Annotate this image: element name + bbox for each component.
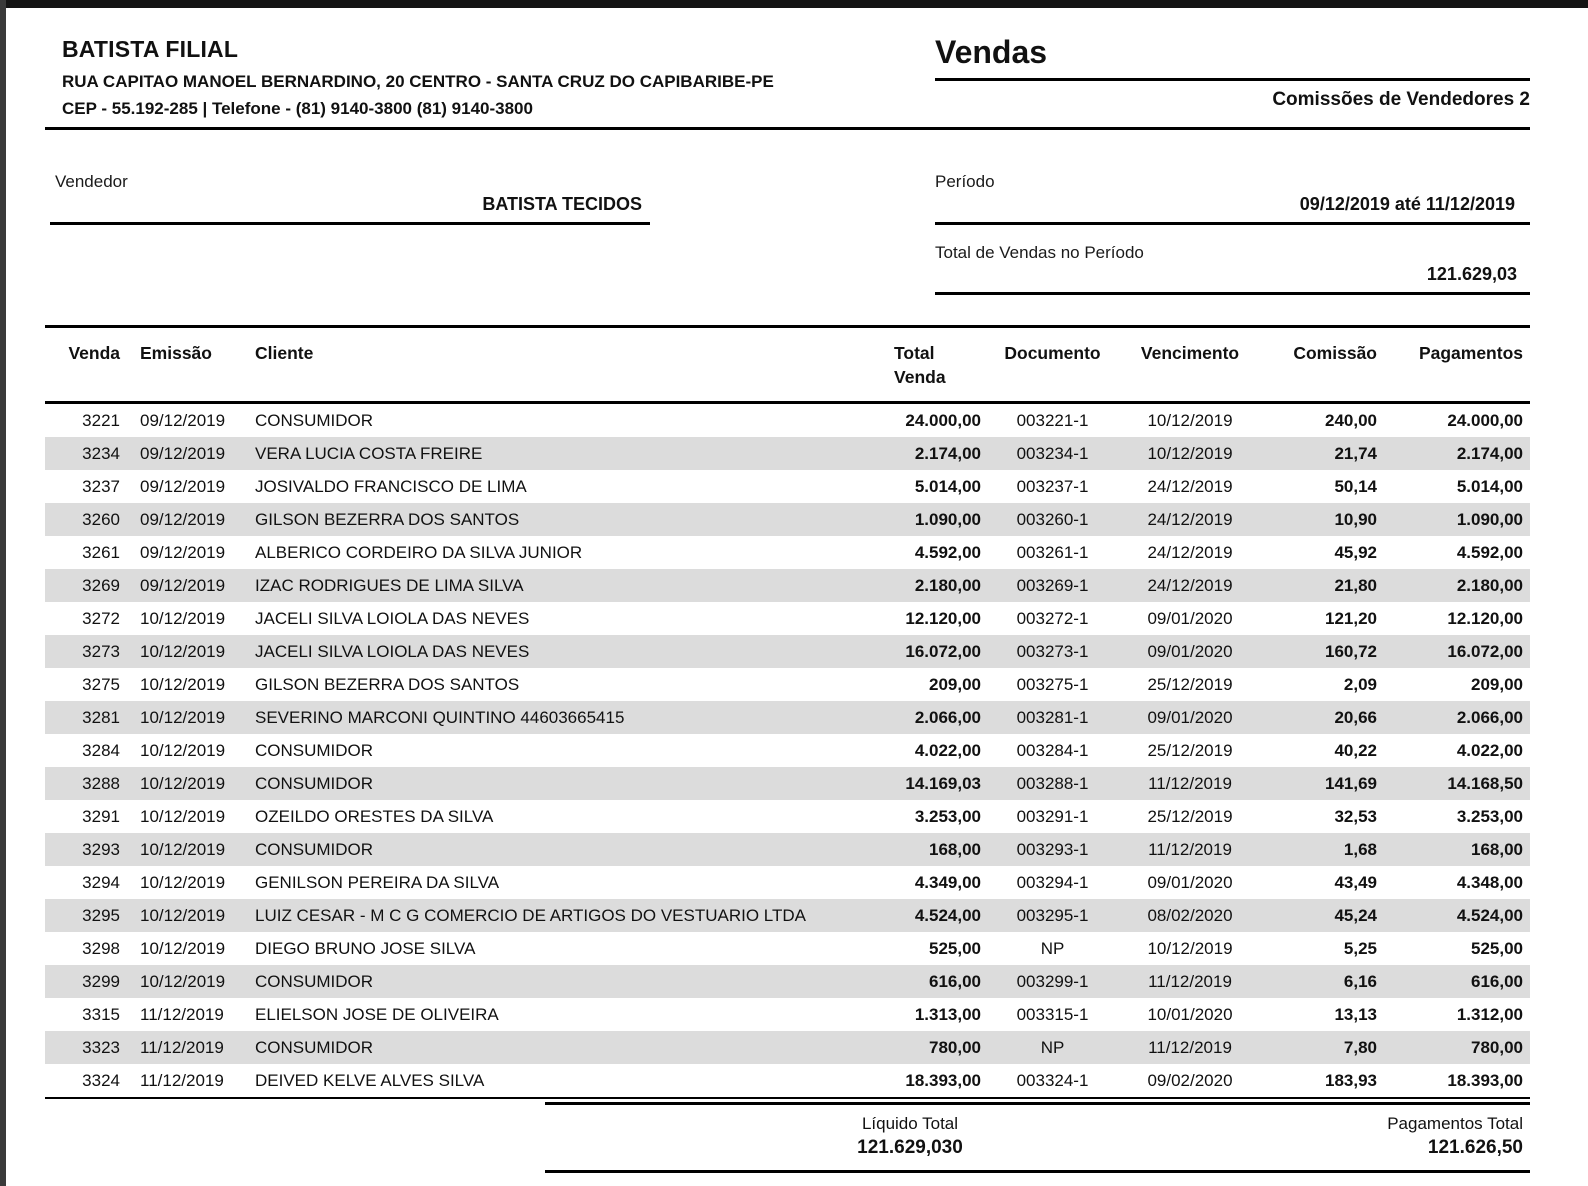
vendedor-label: Vendedor xyxy=(55,172,128,191)
company-address: RUA CAPITAO MANOEL BERNARDINO, 20 CENTRO - SANTA CRUZ DO CAPIBARIBE-PE xyxy=(62,72,774,91)
cell-emissao: 09/12/2019 xyxy=(140,575,226,595)
cell-cliente: GENILSON PEREIRA DA SILVA xyxy=(255,872,500,892)
cell-documento: 003284-1 xyxy=(1016,740,1089,760)
cell-total-venda: 4.022,00 xyxy=(914,740,981,760)
cell-cliente: LUIZ CESAR - M C G COMERCIO DE ARTIGOS DO VESTUARIO LTDA xyxy=(255,905,806,925)
cell-pagamentos: 3.253,00 xyxy=(1456,806,1523,826)
cell-pagamentos: 18.393,00 xyxy=(1380,1064,1530,1098)
cell-cliente: DIEGO BRUNO JOSE SILVA xyxy=(255,938,476,958)
cell-venda: 3288 xyxy=(82,773,120,793)
cell-vencimento: 09/01/2020 xyxy=(1147,608,1233,628)
cell-emissao: 09/12/2019 xyxy=(140,542,226,562)
cell-comissao: 32,53 xyxy=(1334,806,1377,826)
cell-pagamentos: 16.072,00 xyxy=(1447,641,1523,661)
total-vendas-label: Total de Vendas no Período xyxy=(935,243,1144,262)
cell-cliente: CONSUMIDOR xyxy=(255,773,374,793)
cell-vencimento: 11/12/2019 xyxy=(1148,1037,1232,1057)
cell-comissao: 40,22 xyxy=(1334,740,1377,760)
col-header-comissao: Comissão xyxy=(1260,327,1380,403)
table-row xyxy=(45,767,1530,800)
cell-documento: 003273-1 xyxy=(1016,641,1089,661)
cell-vencimento: 24/12/2019 xyxy=(1147,575,1233,595)
cell-cliente: JACELI SILVA LOIOLA DAS NEVES xyxy=(255,608,530,628)
cell-total-venda: 16.072,00 xyxy=(905,641,981,661)
col-header-documento: Documento xyxy=(985,327,1120,403)
cell-documento: 003291-1 xyxy=(1016,806,1089,826)
cell-cliente: ELIELSON JOSE DE OLIVEIRA xyxy=(255,1004,499,1024)
cell-cliente: IZAC RODRIGUES DE LIMA SILVA xyxy=(255,575,524,595)
cell-total-venda: 14.169,03 xyxy=(905,773,981,793)
cell-total-venda: 616,00 xyxy=(929,971,981,991)
cell-venda: 3323 xyxy=(82,1037,120,1057)
col-header-venda: Venda xyxy=(45,327,130,403)
cell-documento: 003275-1 xyxy=(1016,674,1089,694)
cell-documento: 003237-1 xyxy=(1016,476,1089,496)
cell-pagamentos: 24.000,00 xyxy=(1447,410,1523,430)
window-left-border xyxy=(0,0,6,1186)
cell-vencimento: 09/02/2020 xyxy=(1120,1064,1260,1098)
cell-vencimento: 25/12/2019 xyxy=(1147,674,1233,694)
cell-documento: 003221-1 xyxy=(1016,410,1089,430)
table-row xyxy=(45,932,1530,965)
cell-emissao: 10/12/2019 xyxy=(140,806,226,826)
cell-documento: 003261-1 xyxy=(1016,542,1089,562)
table-row xyxy=(45,503,1530,536)
cell-total-venda: 3.253,00 xyxy=(914,806,981,826)
cell-vencimento: 11/12/2019 xyxy=(1148,773,1232,793)
company-contact: CEP - 55.192-285 | Telefone - (81) 9140-3800 (81) 9140-3800 xyxy=(62,99,533,118)
cell-emissao: 10/12/2019 xyxy=(140,740,226,760)
cell-cliente: SEVERINO MARCONI QUINTINO 44603665415 xyxy=(255,707,625,727)
table-row xyxy=(45,403,1530,438)
sales-table xyxy=(45,325,1530,1099)
table-row xyxy=(45,536,1530,569)
cell-emissao: 09/12/2019 xyxy=(140,476,226,496)
cell-comissao: 1,68 xyxy=(1343,839,1377,859)
cell-emissao: 10/12/2019 xyxy=(140,608,226,628)
cell-total-venda: 4.524,00 xyxy=(914,905,981,925)
cell-total-venda: 24.000,00 xyxy=(905,410,981,430)
cell-comissao: 45,92 xyxy=(1334,542,1377,562)
total-vendas-value: 121.629,03 xyxy=(1426,264,1517,284)
cell-documento: 003269-1 xyxy=(1016,575,1089,595)
total-vendas-field xyxy=(935,264,1530,295)
cell-documento: 003324-1 xyxy=(985,1064,1120,1098)
table-row xyxy=(45,833,1530,866)
cell-pagamentos: 616,00 xyxy=(1471,971,1523,991)
cell-vencimento: 24/12/2019 xyxy=(1147,542,1233,562)
cell-vencimento: 25/12/2019 xyxy=(1147,806,1233,826)
cell-comissao: 2,09 xyxy=(1343,674,1377,694)
cell-venda: 3237 xyxy=(82,476,120,496)
cell-emissao: 11/12/2019 xyxy=(130,1064,245,1098)
cell-total-venda: 5.014,00 xyxy=(914,476,981,496)
cell-documento: 003234-1 xyxy=(1016,443,1089,463)
pagamentos-total-block xyxy=(1275,1112,1530,1161)
cell-total-venda: 1.313,00 xyxy=(914,1004,981,1024)
footer-totals xyxy=(545,1102,1530,1173)
col-header-total-line2: Venda xyxy=(894,367,946,387)
cell-pagamentos: 525,00 xyxy=(1471,938,1523,958)
cell-comissao: 10,90 xyxy=(1334,509,1377,529)
cell-pagamentos: 4.524,00 xyxy=(1456,905,1523,925)
cell-vencimento: 24/12/2019 xyxy=(1147,476,1233,496)
cell-total-venda: 2.066,00 xyxy=(914,707,981,727)
cell-total-venda: 4.592,00 xyxy=(914,542,981,562)
cell-vencimento: 09/01/2020 xyxy=(1147,707,1233,727)
cell-venda: 3294 xyxy=(82,872,120,892)
table-header-row xyxy=(45,327,1530,403)
cell-cliente: CONSUMIDOR xyxy=(255,1037,374,1057)
cell-cliente: VERA LUCIA COSTA FREIRE xyxy=(255,443,483,463)
col-header-total-line1: Total xyxy=(894,343,935,363)
vendedor-field xyxy=(50,194,650,225)
cell-cliente: JOSIVALDO FRANCISCO DE LIMA xyxy=(255,476,527,496)
cell-cliente: ALBERICO CORDEIRO DA SILVA JUNIOR xyxy=(255,542,583,562)
cell-venda: 3298 xyxy=(82,938,120,958)
cell-comissao: 141,69 xyxy=(1325,773,1377,793)
cell-documento: 003272-1 xyxy=(1016,608,1089,628)
company-header xyxy=(62,36,932,122)
periodo-label: Período xyxy=(935,172,995,191)
report-title: Vendas xyxy=(935,34,1530,81)
table-row xyxy=(45,965,1530,998)
cell-total-venda: 18.393,00 xyxy=(880,1064,985,1098)
cell-vencimento: 08/02/2020 xyxy=(1147,905,1233,925)
cell-emissao: 10/12/2019 xyxy=(140,872,226,892)
table-row xyxy=(45,635,1530,668)
cell-emissao: 09/12/2019 xyxy=(140,443,226,463)
cell-emissao: 10/12/2019 xyxy=(140,674,226,694)
cell-total-venda: 12.120,00 xyxy=(905,608,981,628)
cell-vencimento: 25/12/2019 xyxy=(1147,740,1233,760)
cell-documento: 003299-1 xyxy=(1016,971,1089,991)
cell-cliente: GILSON BEZERRA DOS SANTOS xyxy=(255,674,520,694)
pagamentos-total-label: Pagamentos Total xyxy=(1387,1114,1523,1133)
liquido-total-value: 121.629,030 xyxy=(857,1137,963,1158)
sales-table-body xyxy=(45,403,1530,1099)
cell-documento: 003295-1 xyxy=(1016,905,1089,925)
table-row xyxy=(45,602,1530,635)
cell-comissao: 45,24 xyxy=(1334,905,1377,925)
cell-venda: 3269 xyxy=(82,575,120,595)
cell-venda: 3291 xyxy=(82,806,120,826)
cell-venda: 3295 xyxy=(82,905,120,925)
cell-cliente: GILSON BEZERRA DOS SANTOS xyxy=(255,509,520,529)
report-title-block xyxy=(935,34,1530,111)
col-header-vencimento: Vencimento xyxy=(1120,327,1260,403)
cell-venda: 3221 xyxy=(82,410,120,430)
vendedor-value: BATISTA TECIDOS xyxy=(482,194,642,214)
cell-vencimento: 10/01/2020 xyxy=(1147,1004,1233,1024)
cell-emissao: 10/12/2019 xyxy=(140,971,226,991)
cell-emissao: 10/12/2019 xyxy=(140,641,226,661)
cell-pagamentos: 12.120,00 xyxy=(1447,608,1523,628)
cell-comissao: 50,14 xyxy=(1334,476,1377,496)
table-row xyxy=(45,470,1530,503)
cell-pagamentos: 209,00 xyxy=(1471,674,1523,694)
cell-venda: 3272 xyxy=(82,608,120,628)
cell-vencimento: 11/12/2019 xyxy=(1148,839,1232,859)
table-row xyxy=(45,866,1530,899)
cell-vencimento: 10/12/2019 xyxy=(1147,410,1233,430)
cell-pagamentos: 2.174,00 xyxy=(1456,443,1523,463)
col-header-total-venda xyxy=(880,327,985,403)
cell-total-venda: 780,00 xyxy=(929,1037,981,1057)
cell-emissao: 11/12/2019 xyxy=(140,1004,224,1024)
cell-documento: 003281-1 xyxy=(1016,707,1089,727)
periodo-field xyxy=(935,194,1530,225)
cell-venda: 3299 xyxy=(82,971,120,991)
cell-cliente: CONSUMIDOR xyxy=(255,971,374,991)
cell-comissao: 21,80 xyxy=(1334,575,1377,595)
cell-documento: 003260-1 xyxy=(1016,509,1089,529)
cell-comissao: 121,20 xyxy=(1325,608,1377,628)
report-subtitle: Comissões de Vendedores 2 xyxy=(1272,89,1530,110)
cell-comissao: 7,80 xyxy=(1343,1037,1377,1057)
cell-cliente: CONSUMIDOR xyxy=(255,410,374,430)
cell-cliente: CONSUMIDOR xyxy=(255,839,374,859)
cell-comissao: 160,72 xyxy=(1325,641,1377,661)
cell-cliente: OZEILDO ORESTES DA SILVA xyxy=(255,806,494,826)
cell-documento: 003294-1 xyxy=(1016,872,1089,892)
cell-total-venda: 525,00 xyxy=(929,938,981,958)
liquido-total-block xyxy=(545,1112,1275,1161)
col-header-cliente: Cliente xyxy=(245,327,880,403)
table-row xyxy=(45,1031,1530,1064)
cell-vencimento: 09/01/2020 xyxy=(1147,641,1233,661)
cell-total-venda: 1.090,00 xyxy=(914,509,981,529)
cell-emissao: 10/12/2019 xyxy=(140,773,226,793)
cell-venda: 3315 xyxy=(82,1004,120,1024)
cell-total-venda: 168,00 xyxy=(929,839,981,859)
cell-venda: 3293 xyxy=(82,839,120,859)
cell-pagamentos: 4.348,00 xyxy=(1456,872,1523,892)
cell-vencimento: 10/12/2019 xyxy=(1147,443,1233,463)
window-top-border xyxy=(0,0,1588,8)
pagamentos-total-value: 121.626,50 xyxy=(1427,1137,1523,1158)
col-header-emissao: Emissão xyxy=(130,327,245,403)
cell-comissao: 13,13 xyxy=(1334,1004,1377,1024)
table-row xyxy=(45,800,1530,833)
cell-pagamentos: 14.168,50 xyxy=(1447,773,1523,793)
cell-pagamentos: 4.022,00 xyxy=(1456,740,1523,760)
cell-comissao: 6,16 xyxy=(1343,971,1377,991)
cell-emissao: 10/12/2019 xyxy=(140,938,226,958)
table-row xyxy=(45,701,1530,734)
cell-emissao: 10/12/2019 xyxy=(140,839,226,859)
cell-vencimento: 10/12/2019 xyxy=(1147,938,1233,958)
cell-emissao: 09/12/2019 xyxy=(140,410,226,430)
cell-venda: 3273 xyxy=(82,641,120,661)
cell-venda: 3261 xyxy=(82,542,120,562)
cell-comissao: 5,25 xyxy=(1343,938,1377,958)
cell-pagamentos: 2.066,00 xyxy=(1456,707,1523,727)
cell-documento: NP xyxy=(1040,938,1065,958)
liquido-total-label: Líquido Total xyxy=(861,1114,959,1133)
cell-documento: 003288-1 xyxy=(1016,773,1089,793)
periodo-value: 09/12/2019 até 11/12/2019 xyxy=(1299,194,1515,214)
cell-total-venda: 209,00 xyxy=(929,674,981,694)
cell-venda: 3324 xyxy=(45,1064,130,1098)
cell-pagamentos: 5.014,00 xyxy=(1456,476,1523,496)
cell-documento: 003293-1 xyxy=(1016,839,1089,859)
cell-emissao: 09/12/2019 xyxy=(140,509,226,529)
cell-emissao: 10/12/2019 xyxy=(140,905,226,925)
company-name: BATISTA FILIAL xyxy=(62,36,239,62)
table-row xyxy=(45,1064,1530,1098)
header-divider xyxy=(45,127,1530,130)
cell-venda: 3234 xyxy=(82,443,120,463)
table-row xyxy=(45,569,1530,602)
cell-vencimento: 11/12/2019 xyxy=(1148,971,1232,991)
cell-total-venda: 4.349,00 xyxy=(914,872,981,892)
table-row xyxy=(45,998,1530,1031)
cell-pagamentos: 4.592,00 xyxy=(1456,542,1523,562)
cell-vencimento: 24/12/2019 xyxy=(1147,509,1233,529)
cell-vencimento: 09/01/2020 xyxy=(1147,872,1233,892)
cell-pagamentos: 168,00 xyxy=(1471,839,1523,859)
cell-documento: NP xyxy=(1040,1037,1065,1057)
cell-documento: 003315-1 xyxy=(1016,1004,1089,1024)
cell-venda: 3260 xyxy=(82,509,120,529)
table-row xyxy=(45,437,1530,470)
cell-venda: 3281 xyxy=(82,707,120,727)
cell-pagamentos: 780,00 xyxy=(1471,1037,1523,1057)
cell-total-venda: 2.180,00 xyxy=(914,575,981,595)
cell-comissao: 43,49 xyxy=(1334,872,1377,892)
cell-comissao: 240,00 xyxy=(1325,410,1377,430)
table-row xyxy=(45,668,1530,701)
table-row xyxy=(45,734,1530,767)
cell-comissao: 21,74 xyxy=(1334,443,1377,463)
col-header-pagamentos: Pagamentos xyxy=(1380,327,1530,403)
cell-cliente: DEIVED KELVE ALVES SILVA xyxy=(245,1064,880,1098)
cell-emissao: 11/12/2019 xyxy=(140,1037,224,1057)
cell-venda: 3275 xyxy=(82,674,120,694)
cell-comissao: 20,66 xyxy=(1334,707,1377,727)
cell-total-venda: 2.174,00 xyxy=(914,443,981,463)
cell-pagamentos: 1.312,00 xyxy=(1456,1004,1523,1024)
cell-pagamentos: 2.180,00 xyxy=(1456,575,1523,595)
cell-comissao: 183,93 xyxy=(1260,1064,1380,1098)
cell-pagamentos: 1.090,00 xyxy=(1456,509,1523,529)
table-row xyxy=(45,899,1530,932)
cell-cliente: JACELI SILVA LOIOLA DAS NEVES xyxy=(255,641,530,661)
cell-emissao: 10/12/2019 xyxy=(140,707,226,727)
cell-venda: 3284 xyxy=(82,740,120,760)
cell-cliente: CONSUMIDOR xyxy=(255,740,374,760)
